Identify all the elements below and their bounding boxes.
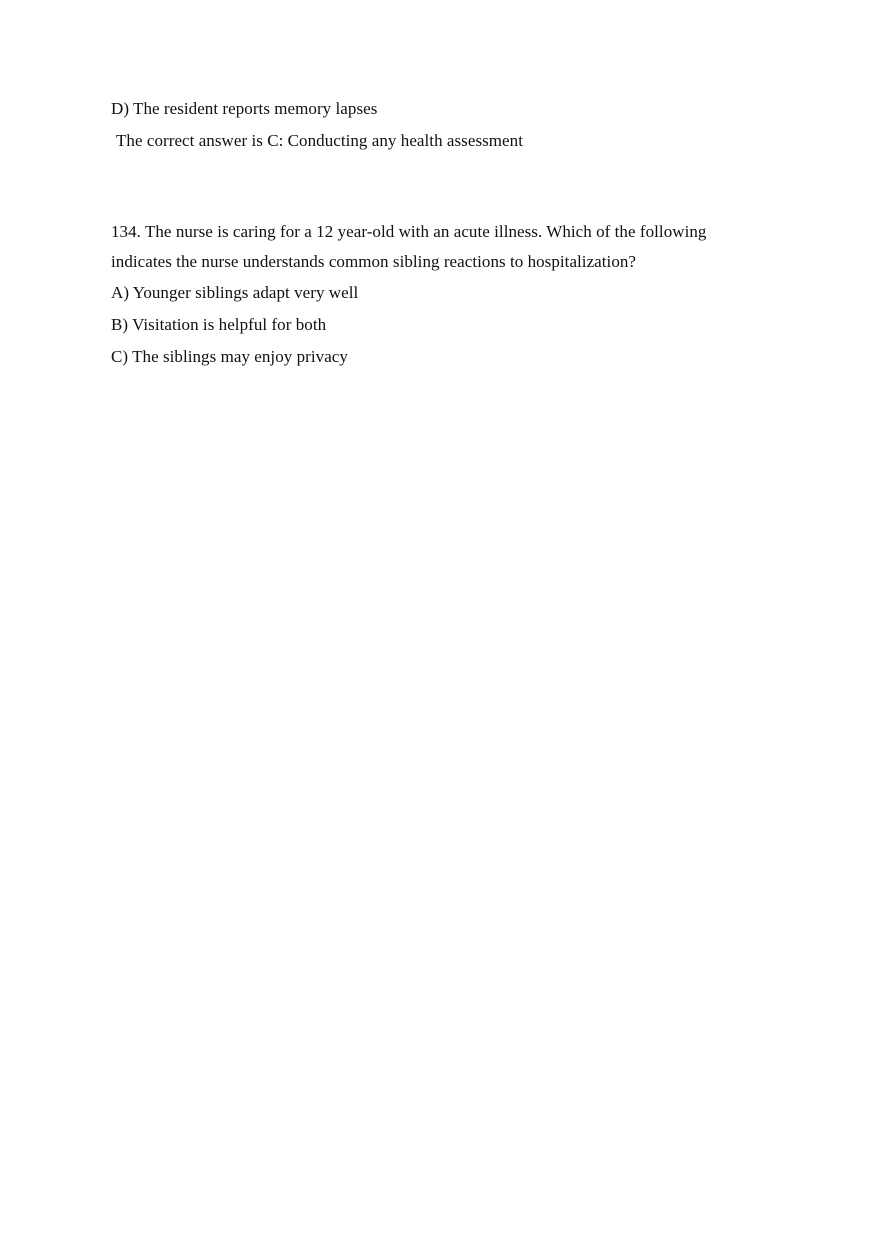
option-a: A) Younger siblings adapt very well: [111, 283, 359, 302]
option-b: B) Visitation is helpful for both: [111, 315, 327, 334]
question-text-line-2: indicates the nurse understands common sibling reactions to hospitalization?: [111, 252, 637, 271]
correct-answer: The correct answer is C: Conducting any health assessment: [116, 131, 523, 150]
option-c: C) The siblings may enjoy privacy: [111, 347, 348, 366]
previous-option-d: D) The resident reports memory lapses: [111, 99, 378, 118]
question-text-line-1: 134. The nurse is caring for a 12 year-old with an acute illness. Which of the following: [111, 222, 707, 241]
